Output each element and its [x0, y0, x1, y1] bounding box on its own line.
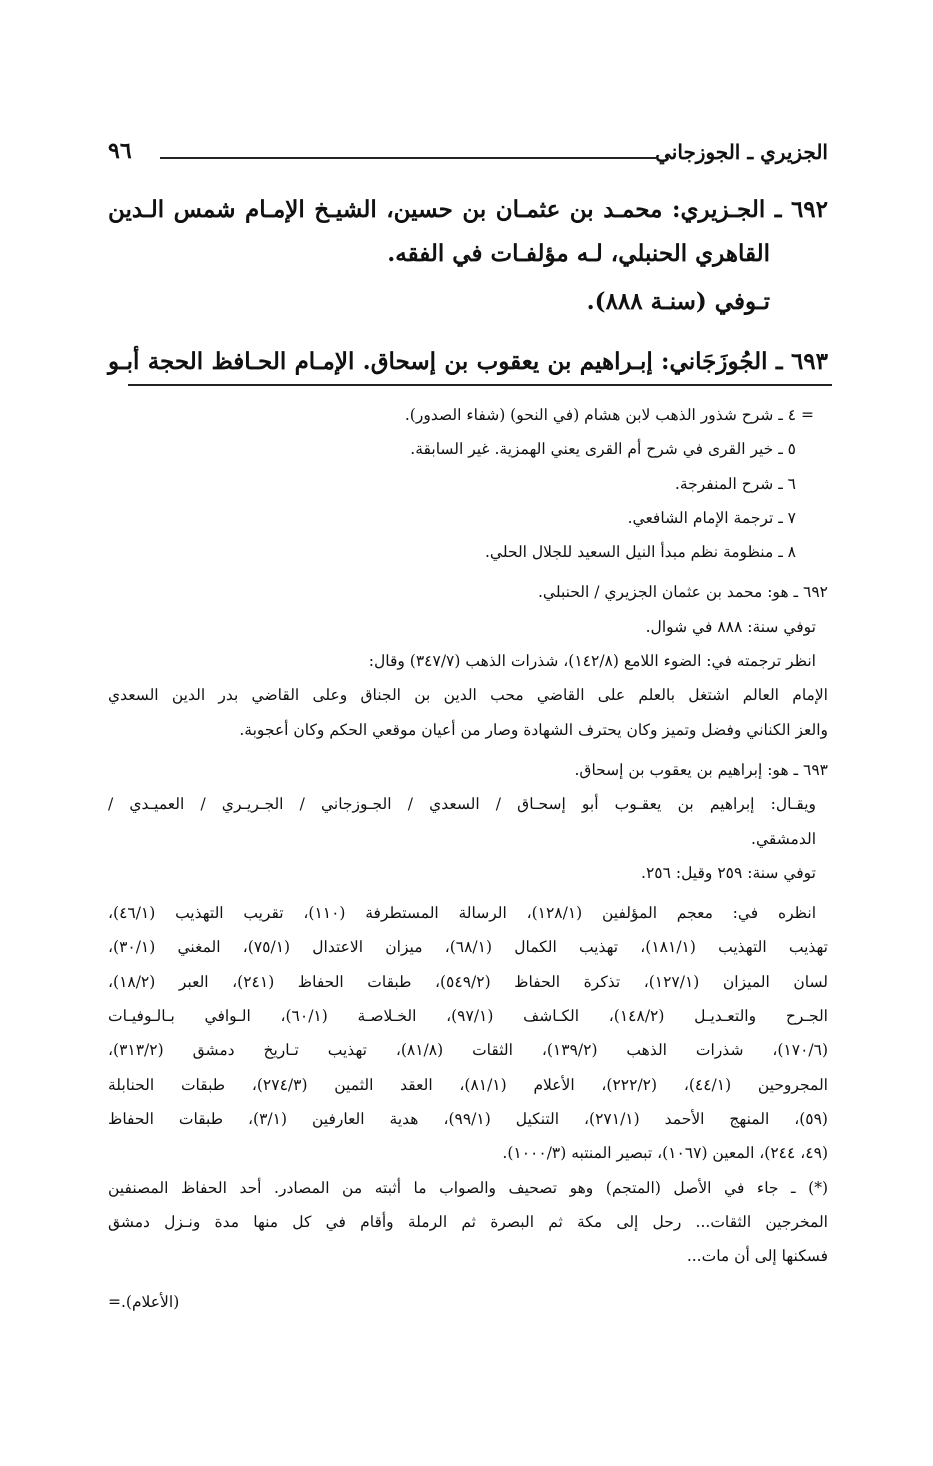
- entry-693: [108, 340, 828, 384]
- list-item: ٧ ـ ترجمة الإمام الشافعي.: [627, 508, 796, 527]
- footnote-692: [108, 575, 828, 746]
- list-item: = ٤ ـ شرح شذور الذهب لابن هشام (في النحو) (شفاء الصدور).: [404, 406, 814, 424]
- previous-list-continued: [108, 398, 828, 569]
- footnote-693-line-4: توفي سنة: ٢٥٩ وقيل: ٢٥٦.: [641, 863, 816, 882]
- footnote-693-line-8: الجـرح والتعـديـل (١٤٨/٢)، الكـاشف (٩٧/١)، الخـلاصـة (٦٠/١)، الـوافي بـالـوفيـات: [108, 1007, 828, 1026]
- footnote-692-line-5: والعز الكناني وفضل وتميز وكان يحترف الشهادة وصار من أعيان موقعي الحكم وكان أعجوبة.: [239, 720, 828, 739]
- entry-692-line-2: القاهري الحنبلي، لـه مؤلفـات في الفقه.: [387, 240, 770, 267]
- footnote-separator: [128, 384, 832, 386]
- footnote-693-line-2: ويقـال: إبراهيم بن يعقـوب أبو إسحـاق / السعدي / الجـوزجاني / الجـريـري / العميـدي /: [108, 795, 816, 814]
- footnote-star-line-1: (*) ـ جاء في الأصل (المتجم) وهو تصحيف والصواب ما أثبته من المصادر. أحد الحفاظ المصنفين: [108, 1178, 828, 1197]
- footnote-692-line-4: الإمام العالم اشتغل بالعلم على القاضي محب الدين بن الجناق وعلى القاضي بدر الدين السعدي: [108, 686, 828, 705]
- footnote-star-line-2: المخرجين الثقات... رحل إلى مكة ثم البصرة ثم الرملة وأقام في كل منها مدة ونـزل دمشق: [108, 1212, 828, 1231]
- footnote-star-line-3: فسكنها إلى أن مات...: [686, 1247, 828, 1266]
- footnote-693-line-12: (٤٩، ٢٤٤)، المعين (١٠٦٧)، تبصير المنتبه (١٠٠٠/٣).: [502, 1144, 828, 1163]
- footnote-692-line-3: انظر ترجمته في: الضوء اللامع (١٤٢/٨)، شذرات الذهب (٣٤٧/٧) وقال:: [368, 652, 816, 671]
- entry-692-line-3: تـوفي (سنـة ٨٨٨).: [586, 288, 770, 315]
- list-item: ٨ ـ منظومة نظم مبدأ النيل السعيد للجلال الحلي.: [484, 543, 796, 562]
- footnote-692-line-1: ٦٩٢ ـ هو: محمد بن عثمان الجزيري / الحنبلي.: [537, 583, 828, 602]
- footnote-693-line-6: تهذيب التهذيب (١٨١/١)، تهذيب الكمال (٦٨/١)، ميزان الاعتدال (٧٥/١)، المغني (٣٠/١)،: [108, 938, 828, 957]
- footnote-693-line-1: ٦٩٣ ـ هو: إبراهيم بن يعقوب بن إسحاق.: [574, 760, 828, 779]
- footnote-693-line-9: (١٧٠/٦)، شذرات الذهب (١٣٩/٢)، الثقات (٨١/٨)، تهذيب تـاريخ دمشق (٣١٣/٢)،: [108, 1041, 829, 1060]
- header-rule: [160, 157, 656, 159]
- running-header: [108, 140, 828, 180]
- footnote-693-line-5: انظره في: معجم المؤلفين (١٢٨/١)، الرسالة المستطرفة (١١٠)، تقريب التهذيب (٤٦/١)،: [108, 904, 816, 923]
- entry-692: [108, 188, 828, 324]
- footnote-693-line-3: الدمشقي.: [751, 829, 816, 848]
- footnote-star: [108, 1171, 828, 1320]
- running-title: الجزيري ـ الجوزجاني: [655, 140, 828, 164]
- footnote-continuation: (الأعلام).=: [108, 1293, 180, 1312]
- footnote-693: [108, 753, 828, 1171]
- entry-692-line-1: ٦٩٢ ـ الجـزيري: محمـد بن عثمـان بن حسين، الشيـخ الإمـام شمس الـدين: [108, 196, 828, 223]
- footnote-692-line-2: توفي سنة: ٨٨٨ في شوال.: [645, 617, 816, 636]
- entry-693-line-1: ٦٩٣ ـ الجُوزَجَاني: إبـراهيم بن يعقوب بن إسحاق. الإمـام الحـافظ الحجة أبـو: [108, 348, 828, 375]
- main-text: [108, 188, 828, 384]
- footnote-693-line-7: لسان الميزان (١٢٧/١)، تذكرة الحفاظ (٥٤٩/٢)، طبقات الحفاظ (٢٤١)، العبر (١٨/٢)،: [108, 972, 829, 991]
- footnotes: [108, 398, 828, 1320]
- list-item: ٥ ـ خير القرى في شرح أم القرى يعني الهمزية. غير السابقة.: [410, 440, 796, 459]
- list-item: ٦ ـ شرح المنفرجة.: [674, 474, 796, 493]
- page-number: ٩٦: [108, 138, 132, 164]
- footnote-693-line-11: (٥٩)، المنهج الأحمد (٢٧١/١)، التنكيل (٩٩/١)، هدية العارفين (٣/١)، طبقات الحفاظ: [108, 1109, 828, 1128]
- footnote-693-line-10: المجروحين (٤٤/١)، (٢٢٢/٢)، الأعلام (٨١/١)، العقد الثمين (٢٧٤/٣)، طبقات الحنابلة: [108, 1075, 828, 1094]
